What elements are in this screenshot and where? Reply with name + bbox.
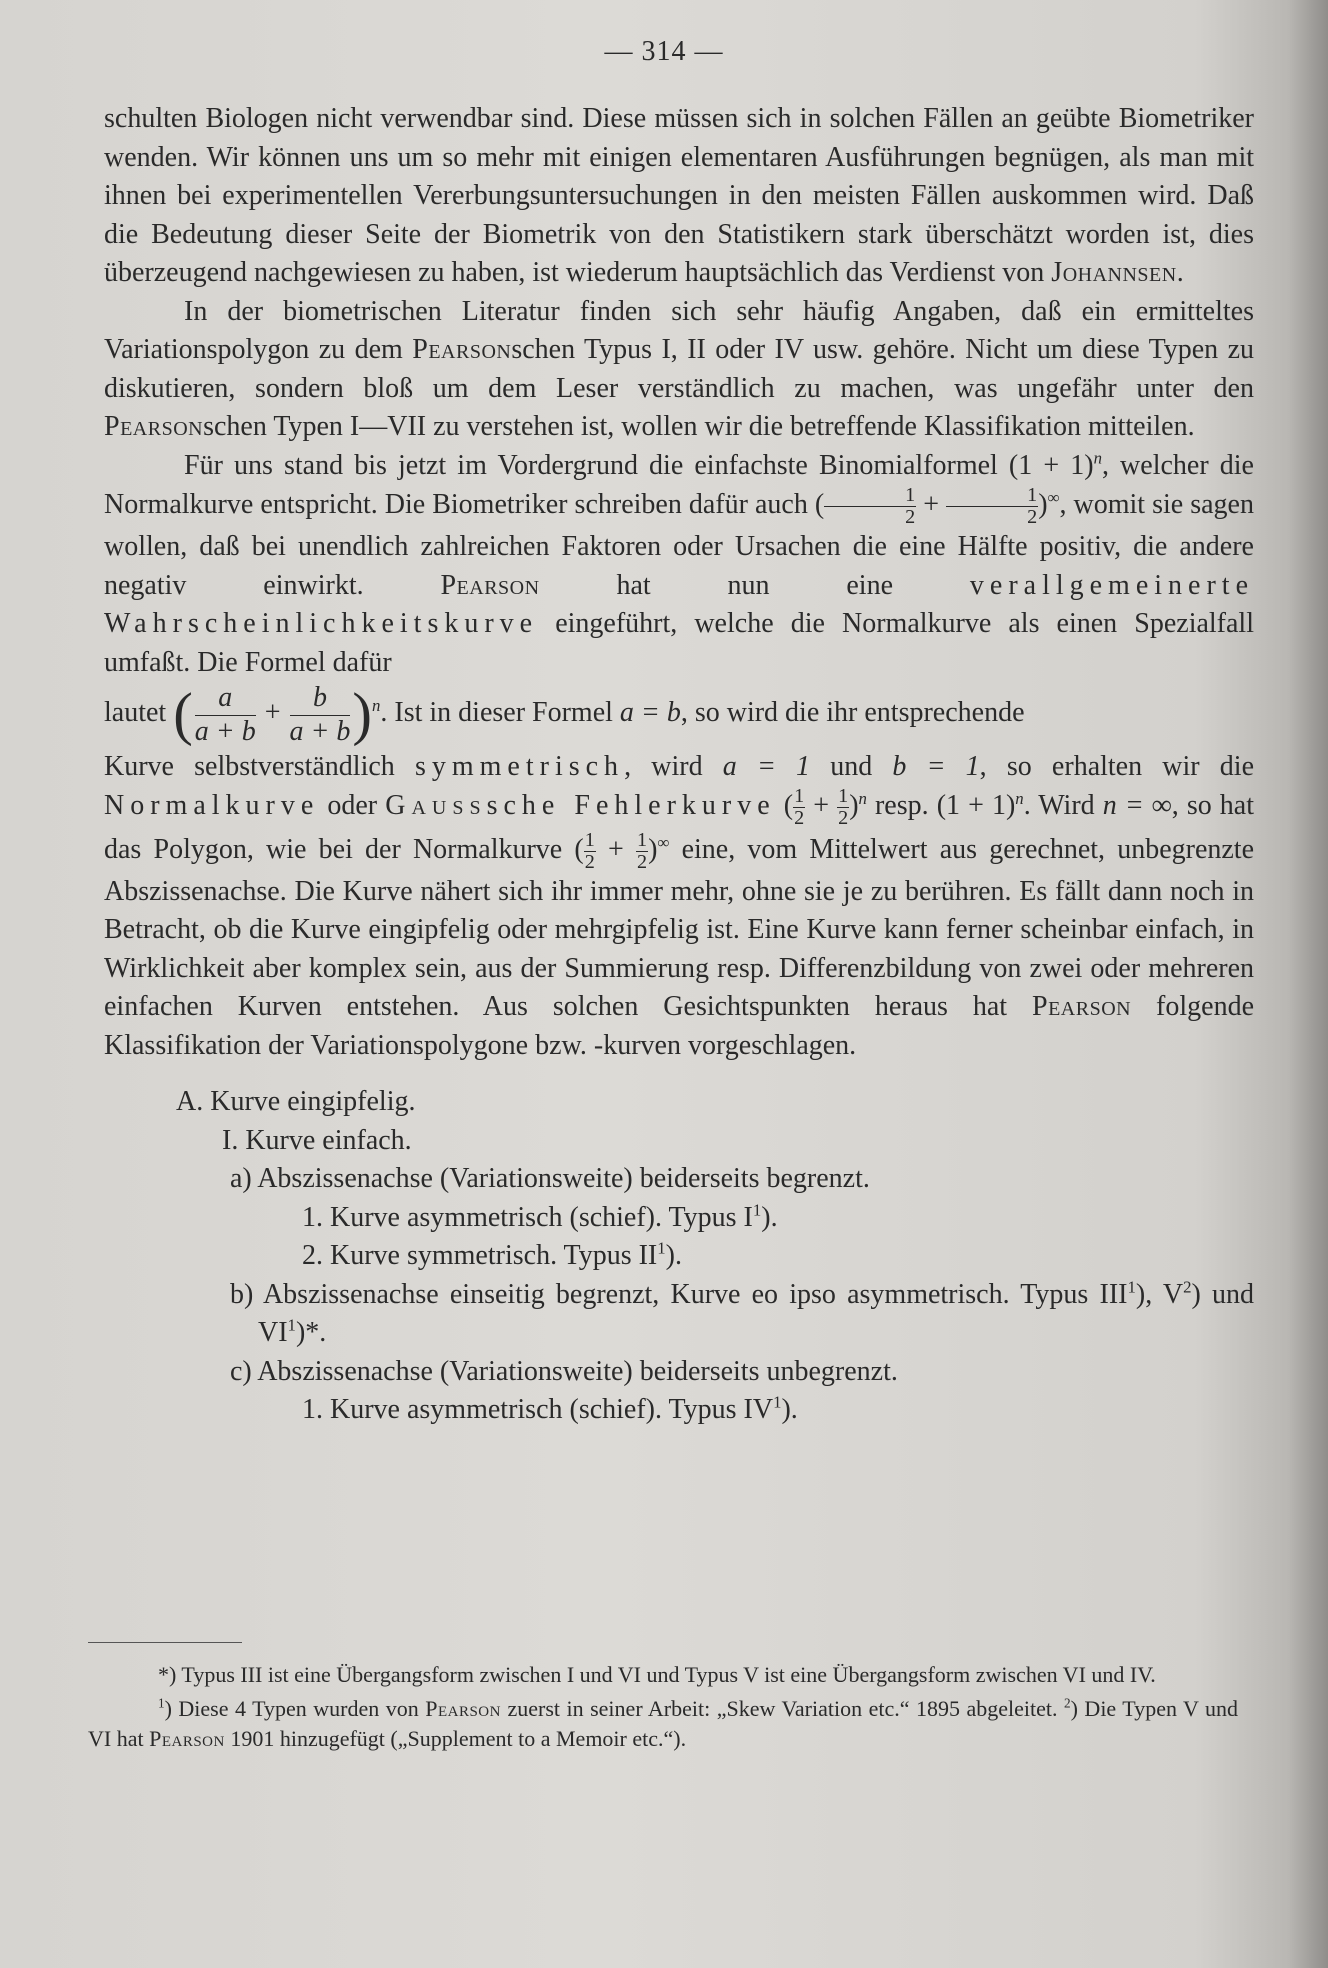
paragraph-4-text-10: folgende Klassifikation der Variationspolygone bzw. -kurven vorgeschlagen. [104,991,1255,1061]
fraction-denominator: a + b [194,715,256,747]
fraction-one-half [824,485,916,528]
spaced-term: Normalkurve [104,790,320,822]
footnote-ref: 1 [752,1200,762,1220]
author-name-pearson: Pearson [440,569,540,601]
outline-item-a2 [104,1237,1254,1276]
paragraph-4-text-1: Kurve selbstverständlich [104,750,395,782]
author-name-pearson: Pearson [1032,991,1132,1023]
paragraph-4: Kurve selbstverständlich symmetrisch, wird a = 1 und b = 1, so erhalten wir die Normalkurve oder Gausssche Fehlerkurve ( $\frac{1}{2}$ + $\frac{1}{2}$ )$^n$ resp. $(1 + 1)^n$. Wird n = ∞, so hat das Polygon, wie bei der Normalkurve ( $\frac{1}{2}$ + $\frac{1}{2}$ )∞ eine, vom Mittelwert aus gerechnet, unbegrenzte Abszissenachse. Die Kurve nähert sich ihr immer mehr, ohne sie je zu berühren. Es fällt dann noch in Betracht, ob die Kurve eingipfelig oder mehrgipfelig ist. Eine Kurve kann ferner scheinbar einfach, in Wirklichkeit aber komplex sein, aus der Summierung resp. Differenzbildung von zwei oder mehreren einfachen Kurven entstehen. Aus solchen Gesichtspunkten heraus hat Pearson folgende Klassifikation der Variationspolygone bzw. -kurven vorgeschlagen. [104,750,1255,1061]
outline-item-c1 [104,1391,1254,1430]
outline-item-a: a) Abszissenachse (Variationsweite) beiderseits begrenzt. [230,1163,870,1195]
footnote-mark: 1 [158,1695,165,1711]
author-name-pearson: Pearson [104,411,204,442]
paragraph-1 [104,100,1254,293]
footnote-ref: 1 [773,1392,782,1412]
author-name-gauss: Gauss [385,790,487,822]
fraction-numerator: 1 [794,785,805,808]
fraction-denominator: 2 [584,850,595,873]
fraction-numerator: 1 [838,785,849,808]
fraction-one-half [584,830,596,873]
paragraph-4-text-4: , so erhalten wir die [979,750,1255,782]
paragraph-4-text-2: , wird [624,750,703,782]
outline-text: 1. Kurve asymmetrisch (schief). Typus I [302,1201,753,1233]
exponent-n: n [372,696,381,716]
footnote-text: zuerst in seiner Arbeit: „Skew Variation etc.“ 1895 abgeleitet. [507,1696,1058,1721]
footnote-ref: 1 [287,1315,296,1335]
paragraph-3: Für uns stand bis jetzt im Vordergrund die einfachste Binomialformel $(1 + 1)^n$, welcher die Normalkurve entspricht. Die Biometriker schreiben dafür auch ( $\frac{1}{2}$ + $\frac{1}{2}$ )∞, womit sie sagen wollen, daß bei unendlich zahlreichen Faktoren oder Ursachen die eine Hälfte positiv, die andere negativ einwirkt. Pearson hat nun eine verallgemeinerte Wahrscheinlichkeitskurve eingeführt, welche die Normalkurve als einen Spezialfall umfaßt. Die Formel dafür [104,448,1255,678]
paragraph-2-text-1: In der biometrischen Literatur finden sich sehr häufig Angaben, daß ein ermitteltes Variationspolygon zu dem [104,295,1254,365]
outline-text-end: ). [665,1240,682,1272]
fraction-numerator: 1 [946,485,1038,507]
footnote-1-2 [88,1694,1238,1754]
paragraph-1-text: schulten Biologen nicht verwendbar sind. Diese müssen sich in solchen Fällen an geübte Biometriker wenden. Wir können uns um so mehr mit einigen elementaren Ausführungen begnügen, als man mit ihnen bei experimentellen Vererbungsuntersuchungen in den meisten Fällen auskommen wird. Daß die Bedeutung dieser Seite der Biometrik von den Statistikern stark überschätzt worden ist, dies überzeugend nachgewiesen zu haben, ist wiederum hauptsächlich das Verdienst von [104,103,1254,288]
plus-sign: + [264,697,281,729]
paragraph-4-text-8: , so hat das Polygon, wie bei der Normalkurve [104,790,1255,865]
paragraph-4-text-7: . Wird [1023,790,1095,822]
author-name-johannsen: Johannsen [1051,257,1177,288]
fraction-denominator: 2 [905,506,916,529]
fraction-one-half [837,786,849,829]
author-name-pearson: Pearson [412,334,512,365]
fraction-one-half [636,830,648,873]
fraction-denominator: 2 [794,807,805,830]
fraction-one-half [946,485,1038,528]
left-paren: ( [173,682,193,747]
footnote-text: 1901 hinzugefügt („Supplement to a Memoir etc.“). [230,1726,687,1751]
spaced-term: symmetrisch [414,750,625,782]
fraction-numerator: 1 [824,485,916,507]
fraction-a-over-a-plus-b [195,682,256,747]
outline-text: 1. Kurve asymmetrisch (schief). Typus IV [302,1394,774,1426]
plus-sign: + [805,790,838,822]
formula-text-1: . Ist in dieser Formel [380,697,613,729]
exponent-n: n [858,788,867,808]
fraction-b-over-a-plus-b [290,682,351,747]
paragraph-1-end: . [1176,257,1184,288]
outline-item-c: c) Abszissenachse (Variationsweite) beiderseits unbegrenzt. [230,1355,898,1387]
outline-text: b) Abszissenachse einseitig begrenzt, Kurve eo ipso asymmetrisch. Typus III [230,1278,1128,1310]
outline-text-end: )*. [295,1317,327,1349]
fraction-denominator: 2 [637,850,648,873]
paragraph-2-text-2: schen Typus I, II oder IV usw. gehöre. Nicht um diese Typen zu diskutieren, sondern bloß um dem Leser verständlich zu machen, was ungefähr unter den [104,334,1255,404]
author-name-pearson: Pearson [149,1726,225,1751]
author-name-pearson: Pearson [425,1696,501,1721]
outline-text: ) und VI [258,1278,1254,1349]
paragraph-3-text-2: , welcher die Normalkurve entspricht. Die Biometriker schreiben dafür auch ( [104,449,1254,521]
paragraph-4-text-3: und [830,750,873,782]
footnote-divider [88,1642,242,1643]
fraction-one-half [793,786,805,829]
footnote-star: *) Typus III ist eine Übergangsform zwischen I und VI und Typus V ist eine Übergangsform zwischen VI und IV. [158,1662,1156,1687]
outline-item-b [104,1276,1254,1353]
footnotes [88,1660,1238,1758]
paragraph-4-text-6: resp. (1 + 1) [874,790,1016,822]
paragraph-3-text-3: , womit sie sagen wollen, daß bei unendlich zahlreichen Faktoren oder Ursachen die eine Hälfte positiv, die andere negativ einwirkt. [104,489,1254,601]
paragraph-3-text-5: eingeführt, welche die Normalkurve als einen Spezialfall umfaßt. Die Formel dafür [104,608,1254,678]
fraction-numerator: b [290,682,351,715]
footnote-ref: 1 [1127,1277,1136,1297]
fraction-numerator: 1 [637,828,648,851]
right-paren: ) [352,682,372,747]
main-text [104,100,1254,1430]
footnote-text: ) Diese 4 Typen wurden von [164,1696,419,1721]
page-number: — 314 — [604,36,724,67]
outline-text: 2. Kurve symmetrisch. Typus II [302,1240,658,1272]
outline-item-I: I. Kurve einfach. [222,1124,412,1156]
fraction-denominator: 2 [838,807,849,830]
paragraph-3-text-1: Für uns stand bis jetzt im Vordergrund die einfachste Binomialformel (1 + 1) [184,449,1094,481]
paragraph-2 [104,293,1254,447]
math-b-equals-1: b = 1 [892,750,980,782]
fraction-numerator: 1 [584,828,595,851]
spaced-term: sche Fehlerkurve [486,790,776,822]
exponent-infinity: ∞ [1047,487,1060,507]
plus-sign: + [916,489,947,521]
exponent-n: n [1015,788,1024,808]
footnote-ref: 1 [657,1238,666,1258]
footnote-ref: 2 [1183,1277,1192,1297]
math-a-equals-b: a = b [619,697,681,729]
exponent-n: n [1093,448,1102,468]
classification-outline [104,1083,1254,1430]
formula-lead: lautet [104,697,167,729]
footnote-mark: 2 [1064,1695,1071,1711]
paragraph-4-text-5: oder [327,790,378,822]
math-a-equals-1: a = 1 [722,750,811,782]
outline-text-end: ). [781,1394,798,1426]
paragraph-3-text-4: hat nun eine [616,569,894,601]
paragraph-2-text-3: schen Typen I—VII zu verstehen ist, wollen wir die betreffende Klassifikation mitteilen. [203,411,1195,442]
footnote-text: ) Die Typen V und VI hat [88,1696,1239,1751]
spaced-term: verallgemeinerte Wahrscheinlichkeitskurve [104,569,1255,640]
math-n-equals-infinity: n = ∞ [1102,790,1172,822]
fraction-denominator: a + b [289,715,351,747]
fraction-denominator: 2 [1027,506,1038,529]
outline-item-A: A. Kurve eingipfelig. [176,1086,416,1118]
formula-text-2: , so wird die ihr entsprechende [680,697,1025,729]
paragraph-4-text-9: eine, vom Mittelwert aus gerechnet, unbegrenzte Abszissenachse. Die Kurve nähert sich ihr immer mehr, ohne sie je zu berühren. Es fällt dann noch in Betracht, ob die Kurve eingipfelig oder mehrgipfelig ist. Eine Kurve kann ferner scheinbar einfach, in Wirklichkeit aber komplex sein, aus der Summierung resp. Differenzbildung von zwei oder mehreren einfachen Kurven entstehen. Aus solchen Gesichtspunkten heraus hat [104,833,1255,1023]
outline-text: ), V [1135,1278,1184,1310]
exponent-infinity: ∞ [657,832,670,852]
fraction-numerator: a [195,682,256,715]
outline-item-a1 [104,1199,1254,1238]
formula-line [104,682,1254,747]
outline-text-end: ). [761,1201,778,1233]
plus-sign: + [595,833,636,865]
